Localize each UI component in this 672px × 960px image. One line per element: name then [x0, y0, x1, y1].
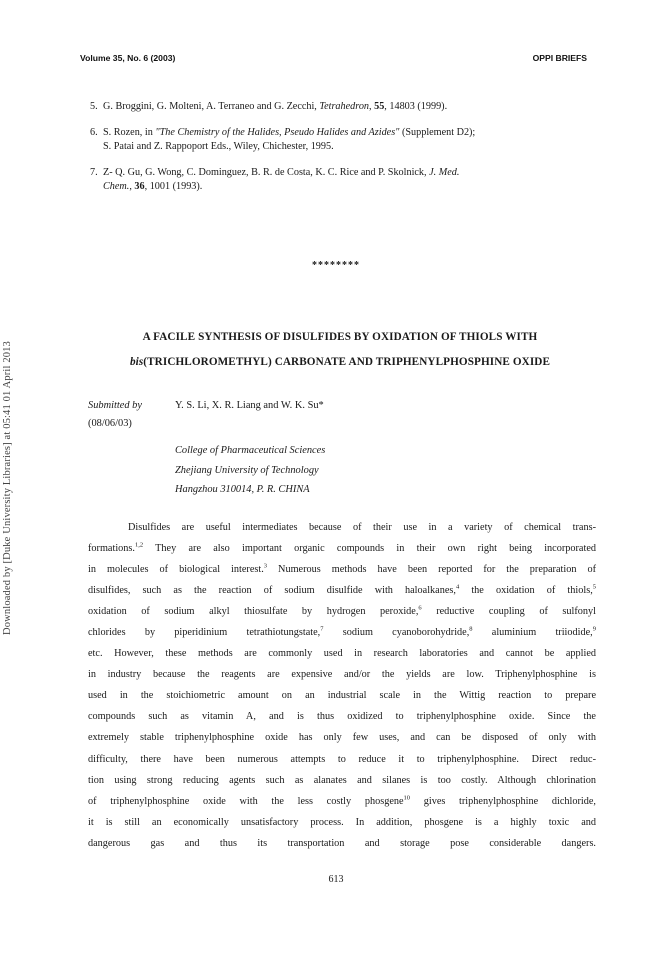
page-number: 613	[328, 874, 344, 885]
reference-item	[90, 100, 600, 115]
affiliation-line: Zhejiang University of Technology	[175, 464, 319, 476]
reference-number: 6.	[90, 126, 98, 138]
body-line	[88, 538, 596, 559]
reference-separator: ,	[369, 101, 375, 112]
journal-name-continued: Chem.	[103, 181, 130, 192]
body-text: oxidation of sodium alkyl thiosulfate by hydrogen peroxide,	[88, 606, 419, 618]
reference-line	[103, 166, 600, 181]
body-line	[88, 559, 596, 580]
body-text: in molecules of biological interest.	[88, 564, 264, 576]
book-title: "The Chemistry of the Halides, Pseudo Halides and Azides"	[155, 126, 400, 138]
body-text: aluminium triiodide,	[472, 627, 593, 639]
reference-pages: , 1001 (1993).	[144, 181, 203, 192]
body-line: dangerous gas and thus its transportation and storage pose considerable dangers.	[88, 837, 596, 849]
reference-authors: Z- Q. Gu, G. Wong, C. Dominguez, B. R. de Costa, K. C. Rice and P. Skolnick,	[103, 166, 430, 178]
body-line: difficulty, there have been numerous attempts to reduce it to triphenylphosphine. Direct reduc-	[88, 753, 596, 765]
body-text: the oxidation of thiols,	[459, 585, 593, 597]
journal-name: Tetrahedron	[319, 101, 370, 112]
citation-superscript: 8	[469, 625, 473, 633]
body-text: gives triphenylphosphine dichloride,	[410, 795, 596, 807]
body-text: reductive coupling of sulfonyl	[421, 606, 596, 618]
reference-line-continued	[103, 180, 600, 195]
watermark-text: Downloaded by [Duke University Libraries] at 05:41 01 April 2013	[2, 341, 13, 635]
body-line	[88, 622, 596, 643]
citation-superscript: 7	[320, 625, 324, 633]
reference-authors: S. Rozen, in	[103, 126, 156, 138]
body-text: formations.	[88, 543, 135, 555]
title-line-1: A FACILE SYNTHESIS OF DISULFIDES BY OXIDATION OF THIOLS WITH	[142, 331, 538, 343]
body-line	[88, 580, 596, 601]
title-line-2	[60, 350, 620, 375]
body-line: Disulfides are useful intermediates because of their use in a variety of chemical trans-	[128, 522, 596, 533]
affiliation	[175, 441, 325, 500]
body-text: sodium cyanoborohydride,	[323, 627, 470, 639]
reference-item	[90, 126, 600, 155]
body-text: They are also important organic compounds in their own right being incorporated	[143, 543, 596, 555]
reference-separator: ,	[129, 181, 135, 192]
reference-list	[90, 100, 600, 206]
reference-number: 5.	[90, 101, 98, 112]
body-text: disulfides, such as the reaction of sodium disulfide with haloalkanes,	[88, 585, 456, 597]
title-italic-prefix: bis	[129, 356, 144, 368]
body-line: used in the stoichiometric amount on an industrial scale in the Wittig reaction to prepare	[88, 690, 596, 702]
reference-line	[103, 126, 600, 141]
download-watermark	[2, 341, 18, 651]
citation-superscript: 3	[263, 562, 268, 570]
author-list: Y. S. Li, X. R. Liang and W. K. Su*	[175, 400, 324, 411]
submission-date: (08/06/03)	[88, 418, 132, 429]
citation-superscript: 1,2	[134, 541, 144, 549]
citation-superscript: 4	[455, 583, 460, 591]
body-line: compounds such as vitamin A, and is thus oxidized to triphenylphosphine oxide. Since the	[88, 711, 596, 723]
reference-note: (Supplement D2);	[399, 126, 476, 138]
reference-pages: , 14803 (1999).	[384, 101, 448, 112]
citation-superscript: 9	[592, 625, 596, 633]
body-line	[88, 601, 596, 622]
journal-volume-number: 55	[374, 101, 385, 112]
title-line-2-text: (TRICHLOROMETHYL) CARBONATE AND TRIPHENYLPHOSPHINE OXIDE	[143, 356, 551, 368]
affiliation-line: College of Pharmaceutical Sciences	[175, 445, 326, 456]
article-title	[60, 325, 620, 375]
citation-superscript: 6	[418, 604, 422, 612]
journal-volume-number: 36	[134, 181, 145, 192]
body-text: Numerous methods have been reported for the preparation of	[267, 564, 597, 576]
body-line: it is still an economically unsatisfactory process. In addition, phosgene is a highly toxic and	[88, 816, 596, 828]
article-body	[88, 517, 596, 854]
body-line: in industry because the reagents are expensive and/or the yields are low. Triphenylphosphine is	[88, 669, 596, 681]
body-line: extremely stable triphenylphosphine oxide has only few uses, and can be disposed of only with	[88, 732, 596, 744]
body-line: etc. However, these methods are commonly used in research laboratories and cannot be applied	[88, 648, 596, 660]
affiliation-line: Hangzhou 310014, P. R. CHINA	[175, 484, 310, 495]
submitted-by-label: Submitted by	[88, 400, 142, 411]
reference-line-continued: S. Patai and Z. Rappoport Eds., Wiley, Chichester, 1995.	[103, 141, 334, 152]
reference-authors: G. Broggini, G. Molteni, A. Terraneo and G. Zecchi,	[103, 101, 320, 112]
body-line: tion using strong reducing agents such as alanates and silanes is too costly. Although chlorination	[88, 774, 596, 786]
reference-number: 7.	[90, 166, 98, 178]
journal-volume: Volume 35, No. 6 (2003)	[80, 53, 176, 63]
journal-name: J. Med.	[429, 166, 460, 178]
running-header	[80, 53, 587, 67]
body-text: of triphenylphosphine oxide with the less costly phosgene	[88, 795, 404, 807]
body-text: chlorides by piperidinium tetrathiotungstate,	[88, 627, 321, 639]
section-name: OPPI BRIEFS	[532, 53, 587, 63]
reference-line	[103, 100, 600, 115]
reference-item	[90, 166, 600, 195]
citation-superscript: 5	[592, 583, 597, 591]
body-line	[88, 791, 596, 812]
section-separator: ********	[312, 260, 360, 271]
citation-superscript: 10	[403, 794, 411, 802]
